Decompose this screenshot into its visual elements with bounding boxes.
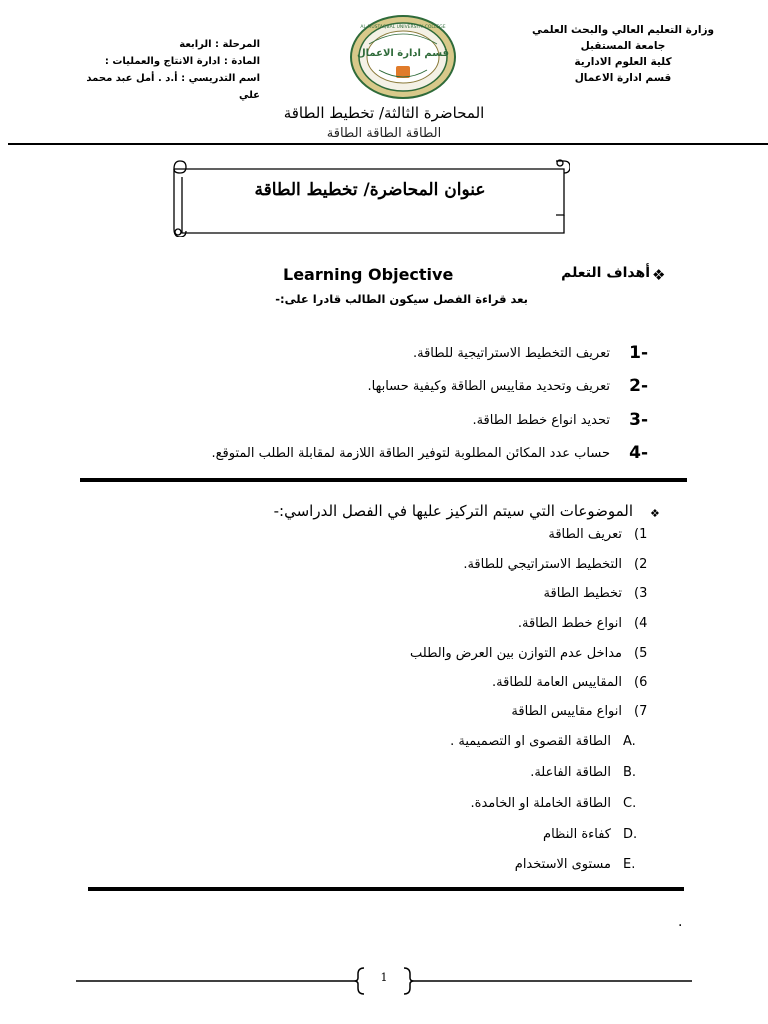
course-stage: المرحلة : الرابعة <box>179 39 260 50</box>
subtopic-text: كفاءة النظام <box>543 827 611 842</box>
objective-number: -1 <box>629 343 648 363</box>
subtopic-item <box>450 734 643 749</box>
course-info <box>70 36 260 104</box>
learning-objective-title-en: Learning Objective <box>283 265 454 284</box>
objective-number: -3 <box>629 410 648 430</box>
diamond-bullet-icon: ❖ <box>652 266 666 284</box>
ministry-line: وزارة التعليم العالي والبحث العلمي <box>531 24 715 36</box>
subtopic-text: الطاقة الخاملة او الخامدة. <box>470 796 611 811</box>
objective-text: تعريف وتحديد مقاييس الطاقة وكيفية حسابها. <box>367 378 610 394</box>
subtopic-item <box>530 765 643 780</box>
topic-number: (3 <box>634 586 648 601</box>
trailing-mark: . <box>678 914 683 930</box>
topic-item <box>511 704 668 719</box>
section-divider <box>88 887 684 891</box>
topic-text: تخطيط الطاقة <box>543 586 622 601</box>
objective-item <box>211 443 648 463</box>
topic-number: (2 <box>634 557 648 572</box>
topic-text: مداخل عدم التوازن بين العرض والطلب <box>410 646 622 661</box>
page-number: 1 <box>380 971 388 984</box>
logo-ring-text: AL-MUSTAQBAL UNIVERSITY COLLEGE <box>360 25 446 30</box>
topic-number: (7 <box>634 704 648 719</box>
department-line: قسم ادارة الاعمال <box>574 72 672 84</box>
objective-item <box>413 343 648 363</box>
college-line: كلية العلوم الادارية <box>574 56 672 68</box>
university-logo <box>349 14 457 100</box>
university-line: جامعة المستقبل <box>580 40 666 52</box>
topic-text: انواع مقاييس الطاقة <box>511 704 622 719</box>
objective-item <box>367 376 648 396</box>
topic-text: انواع خطط الطاقة. <box>517 616 622 631</box>
topics-heading: الموضوعات التي سيتم التركيز عليها في الفصل الدراسي:- <box>273 502 633 520</box>
diamond-bullet-icon: ❖ <box>650 507 660 520</box>
subtopic-text: مستوى الاستخدام <box>514 857 611 872</box>
subtopic-item <box>471 796 644 811</box>
banner-title: عنوان المحاضرة/ تخطيط الطاقة <box>254 180 486 200</box>
subtopic-text: الطاقة الفاعلة. <box>530 765 611 780</box>
institution-header <box>523 22 723 86</box>
course-instructor: اسم التدريسي : أ.د . أمل عبد محمد علي <box>86 73 260 101</box>
topic-item <box>518 616 668 631</box>
topic-item <box>410 646 668 661</box>
subtopic-letter: E. <box>623 857 636 872</box>
subtopic-letter: C. <box>623 796 637 811</box>
header-divider <box>8 143 768 145</box>
subtopic-text: الطاقة القصوى او التصميمية . <box>450 734 611 749</box>
objective-text: حساب عدد المكائن المطلوبة لتوفير الطاقة اللازمة لمقابلة الطلب المتوقع. <box>211 445 610 461</box>
topic-number: (6 <box>634 675 648 690</box>
subtopic-letter: B. <box>623 765 637 780</box>
topic-number: (1 <box>634 527 648 542</box>
topic-number: (5 <box>634 646 648 661</box>
objective-item <box>472 410 648 430</box>
objective-text: تعريف التخطيط الاستراتيجية للطاقة. <box>412 345 610 361</box>
subtopic-item <box>543 827 643 842</box>
subtopic-item <box>515 857 643 872</box>
topic-item <box>548 527 668 542</box>
learning-objective-title-ar: أهداف التعلم <box>561 265 650 281</box>
logo-text: قسم ادارة الاعمال <box>356 48 450 59</box>
topic-item <box>492 675 668 690</box>
learning-intro: بعد قراءة الفصل سيكون الطالب قادرا على:- <box>275 292 528 306</box>
topic-item <box>544 586 668 601</box>
objective-text: تحديد انواع خطط الطاقة. <box>472 412 610 428</box>
section-divider <box>80 478 687 482</box>
course-subject: المادة : ادارة الانتاج والعمليات : <box>104 56 260 67</box>
topic-item <box>463 557 668 572</box>
subtopic-letter: A. <box>623 734 636 749</box>
subtopic-letter: D. <box>623 827 638 842</box>
objective-number: -4 <box>629 443 648 463</box>
topic-text: تعريف الطاقة <box>548 527 622 542</box>
topic-text: المقاييس العامة للطاقة. <box>492 675 622 690</box>
lecture-title: المحاضرة الثالثة/ تخطيط الطاقة <box>283 104 485 122</box>
lecture-subtitle: الطاقة الطاقة الطاقة <box>326 126 442 139</box>
objective-number: -2 <box>629 376 648 396</box>
topic-text: التخطيط الاستراتيجي للطاقة. <box>463 557 622 572</box>
topic-number: (4 <box>634 616 648 631</box>
